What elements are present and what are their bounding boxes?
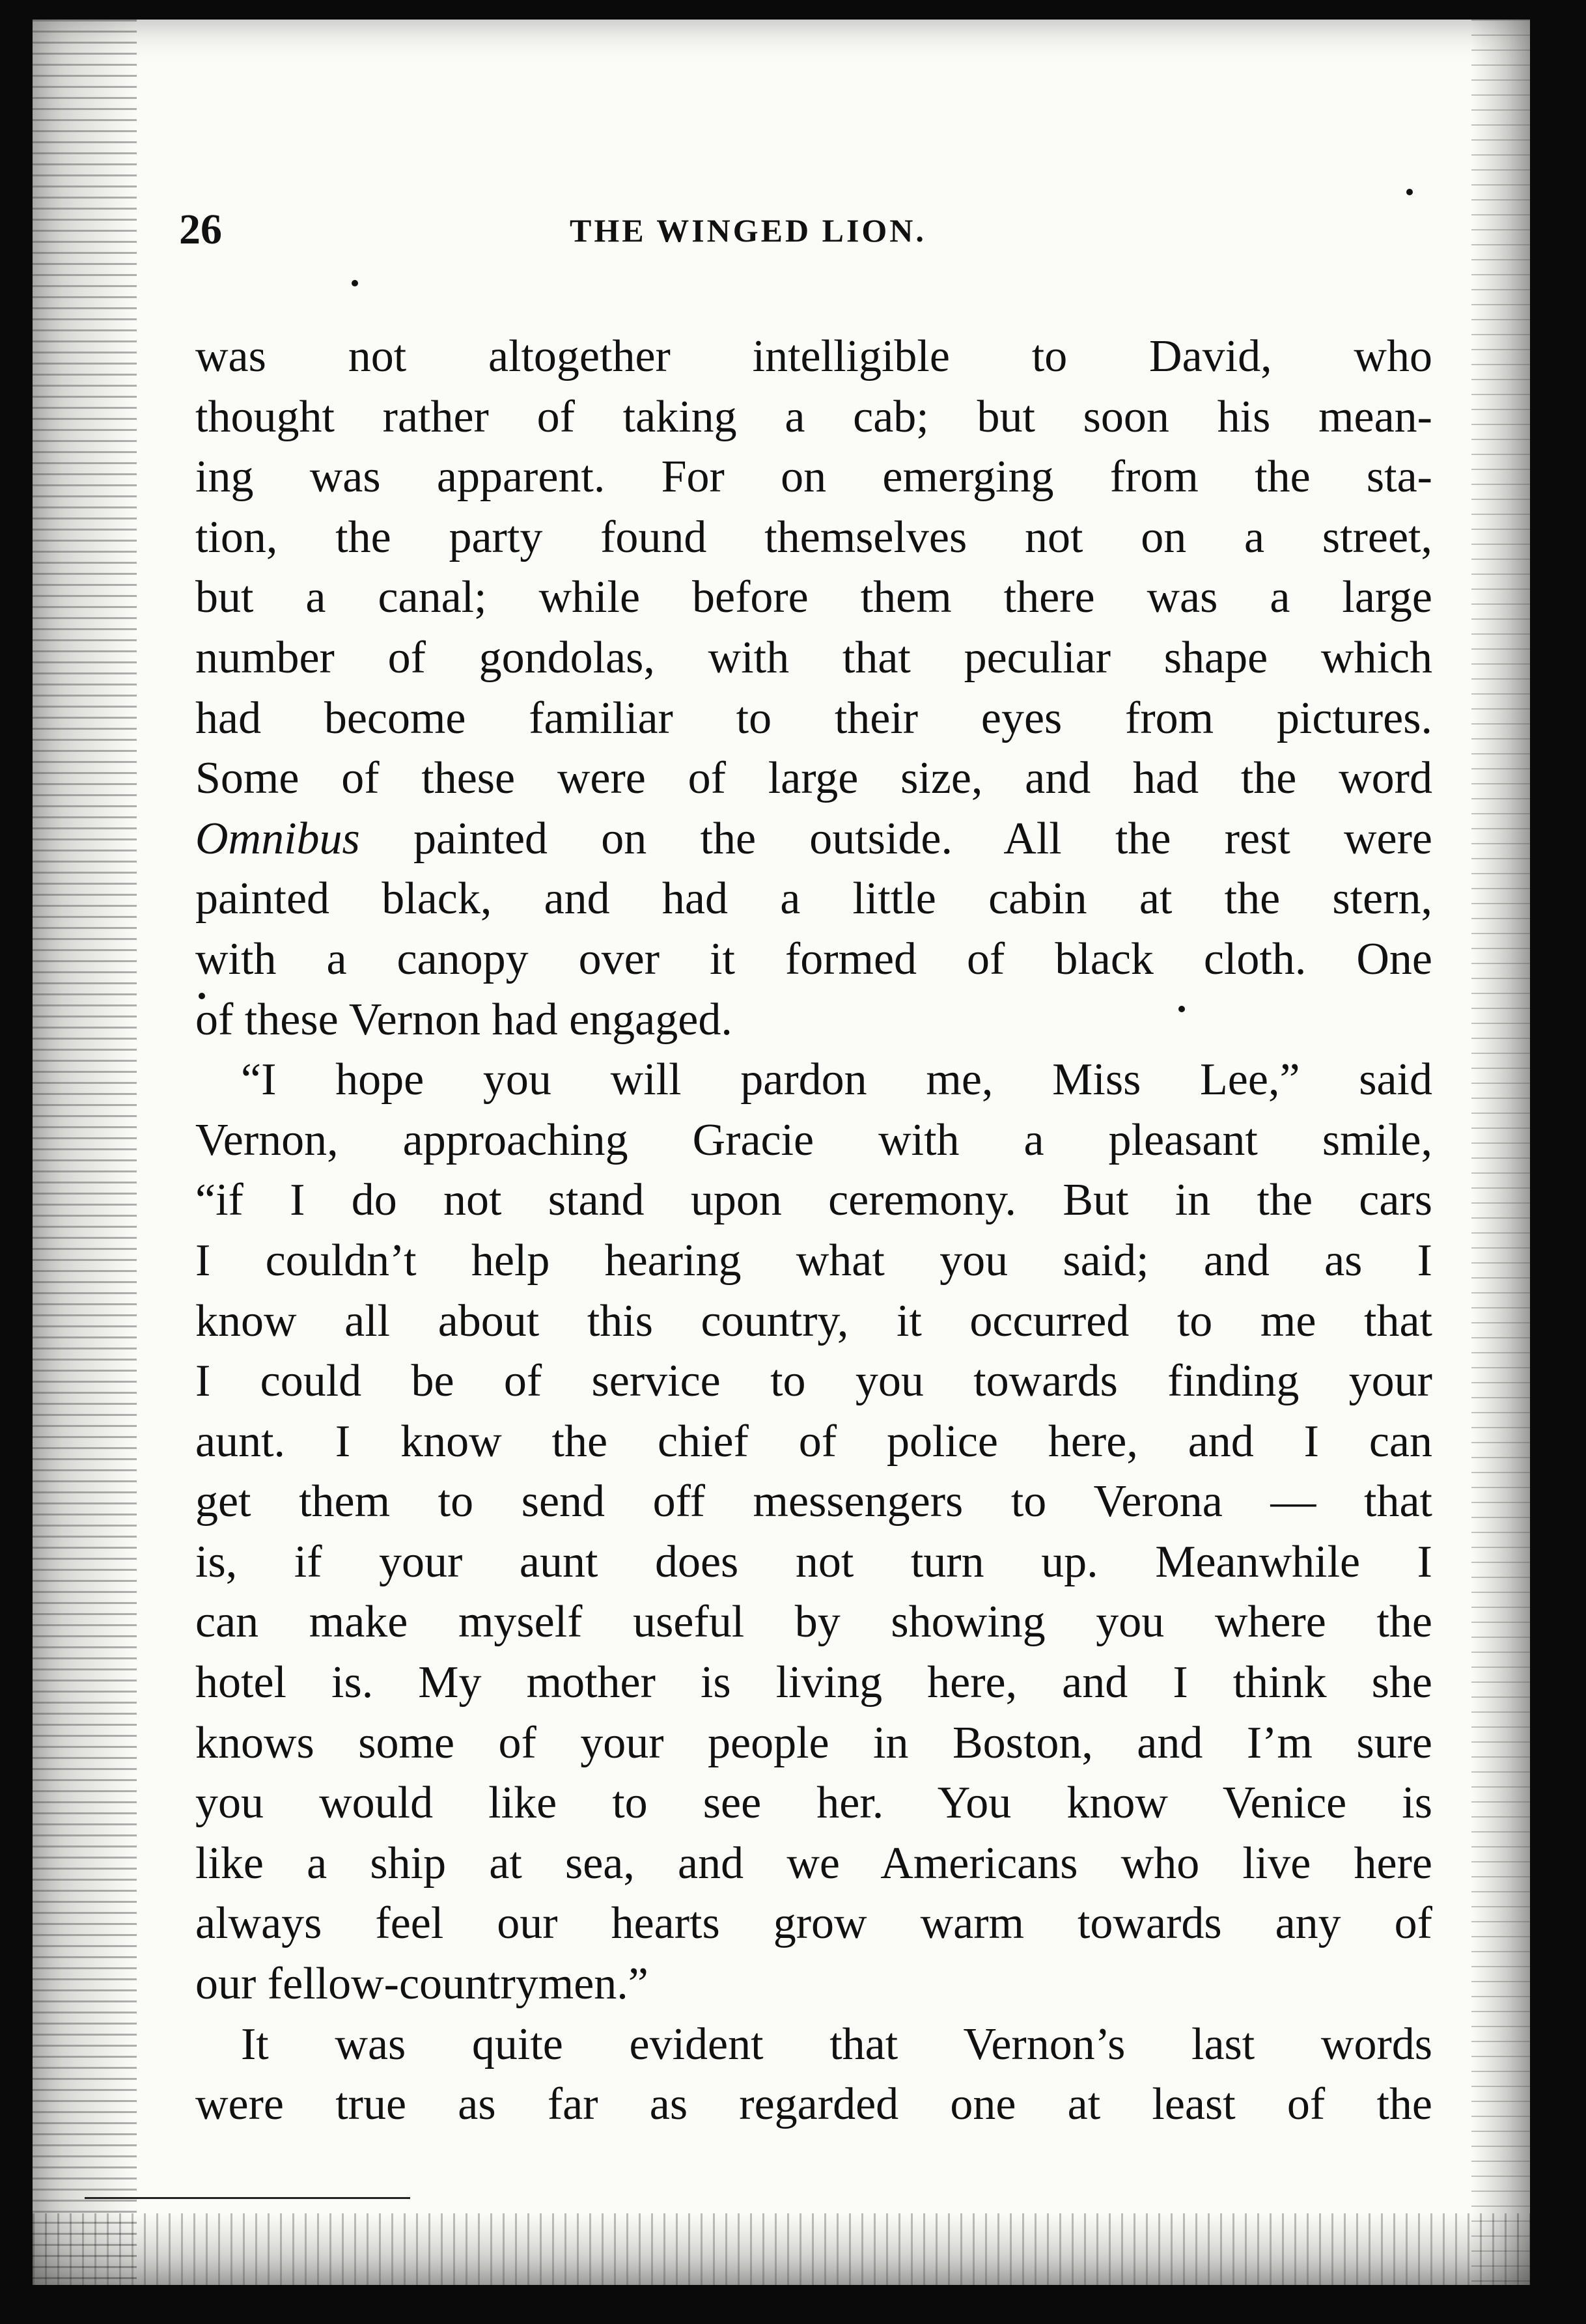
text-line: Some of these were of large size, and had the word (195, 753, 1432, 804)
text-line: aunt. I know the chief of police here, and I can (195, 1416, 1432, 1467)
ink-speck (1406, 189, 1413, 195)
text-line: can make myself useful by showing you where the (195, 1597, 1432, 1648)
ink-speck (352, 280, 358, 286)
text-line: with a canopy over it formed of black cloth. One (195, 934, 1432, 984)
text-line: Vernon, approaching Gracie with a pleasant smile, (195, 1114, 1432, 1165)
text-line: number of gondolas, with that peculiar shape which (195, 632, 1432, 683)
book-page (33, 20, 1530, 2285)
left-edge-noise (33, 20, 137, 2285)
text-line: you would like to see her. You know Venice is (195, 1778, 1432, 1829)
right-edge-shadow (1471, 20, 1530, 2285)
text-line: ing was apparent. For on emerging from the sta- (195, 452, 1432, 503)
text-line: is, if your aunt does not turn up. Meanwhile I (195, 1536, 1432, 1587)
running-title: THE WINGED LION. (570, 212, 926, 249)
text-line: painted black, and had a little cabin at the stern, (195, 874, 1432, 924)
text-line: but a canal; while before them there was a large (195, 572, 1432, 623)
text-line: I could be of service to you towards finding your (195, 1356, 1432, 1407)
text-line: knows some of your people in Boston, and I’m sure (195, 1717, 1432, 1768)
printer-rule (85, 2197, 410, 2199)
text-line: thought rather of taking a cab; but soon his mean- (195, 391, 1432, 442)
running-head (33, 205, 1530, 264)
text-line: hotel is. My mother is living here, and I think she (195, 1657, 1432, 1708)
text-line: our fellow-countrymen.” (195, 1959, 648, 2010)
text-line: Omnibus painted on the outside. All the rest were (195, 813, 1432, 864)
text-line: always feel our hearts grow warm towards any of (195, 1898, 1432, 1949)
text-line: tion, the party found themselves not on a street, (195, 512, 1432, 562)
text-line: were true as far as regarded one at least of the (195, 2079, 1432, 2130)
body-text (195, 327, 1432, 2135)
text-line: of these Vernon had engaged. (195, 994, 732, 1045)
bottom-edge-noise (33, 2213, 1530, 2285)
text-line: like a ship at sea, and we Americans who live here (195, 1838, 1432, 1888)
text-line: It was quite evident that Vernon’s last words (241, 2019, 1432, 2069)
text-line: had become familiar to their eyes from pictures. (195, 693, 1432, 743)
text-line: I couldn’t help hearing what you said; and as I (195, 1235, 1432, 1286)
text-line: was not altogether intelligible to David, who (195, 331, 1432, 381)
text-line: get them to send off messengers to Verona — that (195, 1476, 1432, 1527)
text-line: “I hope you will pardon me, Miss Lee,” said (241, 1055, 1432, 1105)
emphasis-omnibus: Omnibus (195, 813, 360, 864)
text-line: “if I do not stand upon ceremony. But in the cars (195, 1175, 1432, 1226)
page-number: 26 (179, 206, 222, 253)
text-line: know all about this country, it occurred to me that (195, 1295, 1432, 1346)
